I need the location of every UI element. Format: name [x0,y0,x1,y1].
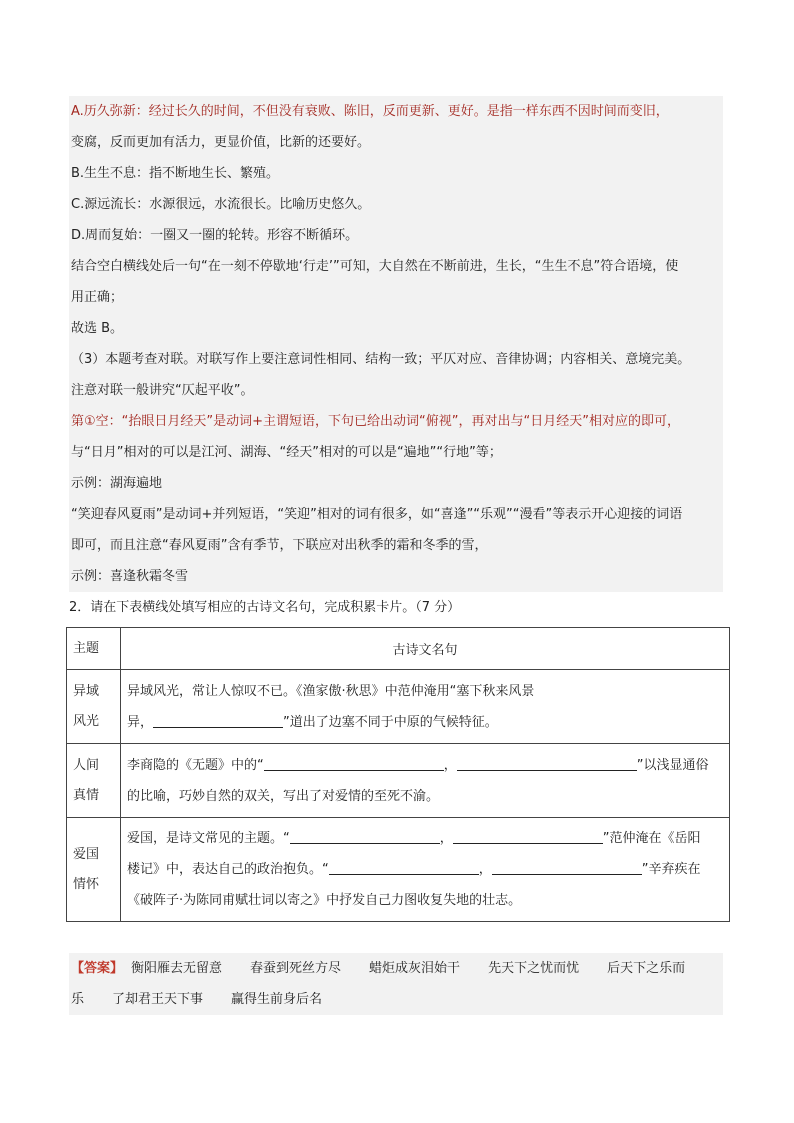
row-text: ”范仲淹在《岳阳 [602,831,701,846]
row-text: ”道出了边塞不同于中原的气候特征。 [283,714,498,730]
row-text: 异， [127,714,154,730]
explanation-line: 变腐，反而更加有活力，更显价值，比新的还要好。 [71,135,371,150]
explanation-line: 用正确； [71,290,124,305]
explanation-line: B.生生不息：指不断地生长、繁殖。 [71,166,280,181]
explanation-line: （3）本题考查对联。对联写作上要注意词性相同、结构一致；平仄对应、音律协调；内容相关、意境完美。 [71,352,691,367]
fill-blank[interactable] [492,860,642,875]
header-theme: 主题 [67,628,121,670]
answer-tag: 【答案】 [71,961,124,976]
explanation-line: 结合空白横线处后一句“在一刻不停歇地‘行走’”可知，大自然在不断前进，生长，“生生不息”符合语境，使 [71,259,679,274]
header-content: 古诗文名句 [121,628,730,670]
row-theme [67,670,121,744]
explanation-line: 示例：湖海遍地 [71,476,163,491]
fill-blank[interactable] [453,829,603,844]
explanation-line: 示例：喜逢秋霜冬雪 [71,569,189,584]
table-row [67,670,730,744]
row-content [121,818,730,922]
explanation-line: C.源远流长：水源很远，水流很长。比喻历史悠久。 [71,197,371,212]
question-title: 2．请在下表横线处填写相应的古诗文名句，完成积累卡片。（7 分） [69,600,461,615]
accumulation-card-table [66,627,730,922]
explanation-block [69,96,723,592]
row-text: 爱国，是诗文常见的主题。“ [127,831,290,846]
theme-text: 风光 [73,713,100,729]
answer-block [69,953,723,1015]
theme-text: 异域 [73,683,100,699]
row-text: ， [443,757,457,773]
explanation-line: 故选 B。 [71,321,124,336]
row-text: ， [439,831,453,846]
table-row [67,744,730,818]
row-content [121,744,730,818]
answer-item: 了却君王天下事 [112,992,204,1007]
fill-blank[interactable] [290,829,440,844]
fill-blank[interactable] [457,756,637,771]
theme-text: 人间 [73,757,100,773]
fill-blank[interactable] [153,713,283,728]
explanation-line: 注意对联一般讲究“仄起平收”。 [71,383,254,398]
row-text: 异域风光，常让人惊叹不已。《渔家傲·秋思》中范仲淹用“塞下秋来风景 [127,683,535,699]
explanation-line: “笑迎春风夏雨”是动词+并列短语，“笑迎”相对的词有很多，如“喜逢”“乐观”“漫看”等表示开心迎接的词语 [71,507,683,522]
explanation-line: 即可，而且注意“春风夏雨”含有季节，下联应对出秋季的霜和冬季的雪， [71,538,488,553]
answer-item: 后天下之乐而 [607,961,686,976]
explanation-line: D.周而复始：一圈又一圈的轮转。形容不断循环。 [71,228,359,243]
theme-text: 爱国 [73,846,100,862]
row-text: ”以浅显通俗 [636,757,709,773]
row-text: ， [478,862,492,877]
explanation-line: 第①空：“抬眼日月经天”是动词+主谓短语，下句已给出动词“俯视”，再对出与“日月经天”相对应的即可， [71,414,680,429]
row-content [121,670,730,744]
row-text: 《破阵子·为陈同甫赋壮词以寄之》中抒发自己力图收复失地的壮志。 [127,893,522,908]
row-text: 楼记》中，表达自己的政治抱负。“ [127,862,329,877]
row-theme [67,744,121,818]
fill-blank[interactable] [329,860,479,875]
table-row [67,818,730,922]
answer-item: 先天下之忧而忧 [488,961,580,976]
answer-item: 蜡炬成灰泪始干 [369,961,461,976]
answer-item: 乐 [71,992,85,1007]
theme-text: 真情 [73,787,100,803]
row-text: ”辛弃疾在 [641,862,701,877]
answer-item: 赢得生前身后名 [231,992,323,1007]
answer-item: 春蚕到死丝方尽 [250,961,342,976]
explanation-line: 与“日月”相对的可以是江河、湖海、“经天”相对的可以是“遍地”“行地”等； [71,445,502,460]
row-text: 的比喻，巧妙自然的双关，写出了对爱情的至死不渝。 [127,788,440,804]
explanation-line: A.历久弥新：经过长久的时间，不但没有衰败、陈旧，反而更新、更好。是指一样东西不因时间而变旧， [71,104,669,119]
row-theme [67,818,121,922]
row-text: 李商隐的《无题》中的“ [127,757,264,773]
answer-item: 衡阳雁去无留意 [131,961,223,976]
theme-text: 情怀 [73,876,100,892]
fill-blank[interactable] [264,756,444,771]
